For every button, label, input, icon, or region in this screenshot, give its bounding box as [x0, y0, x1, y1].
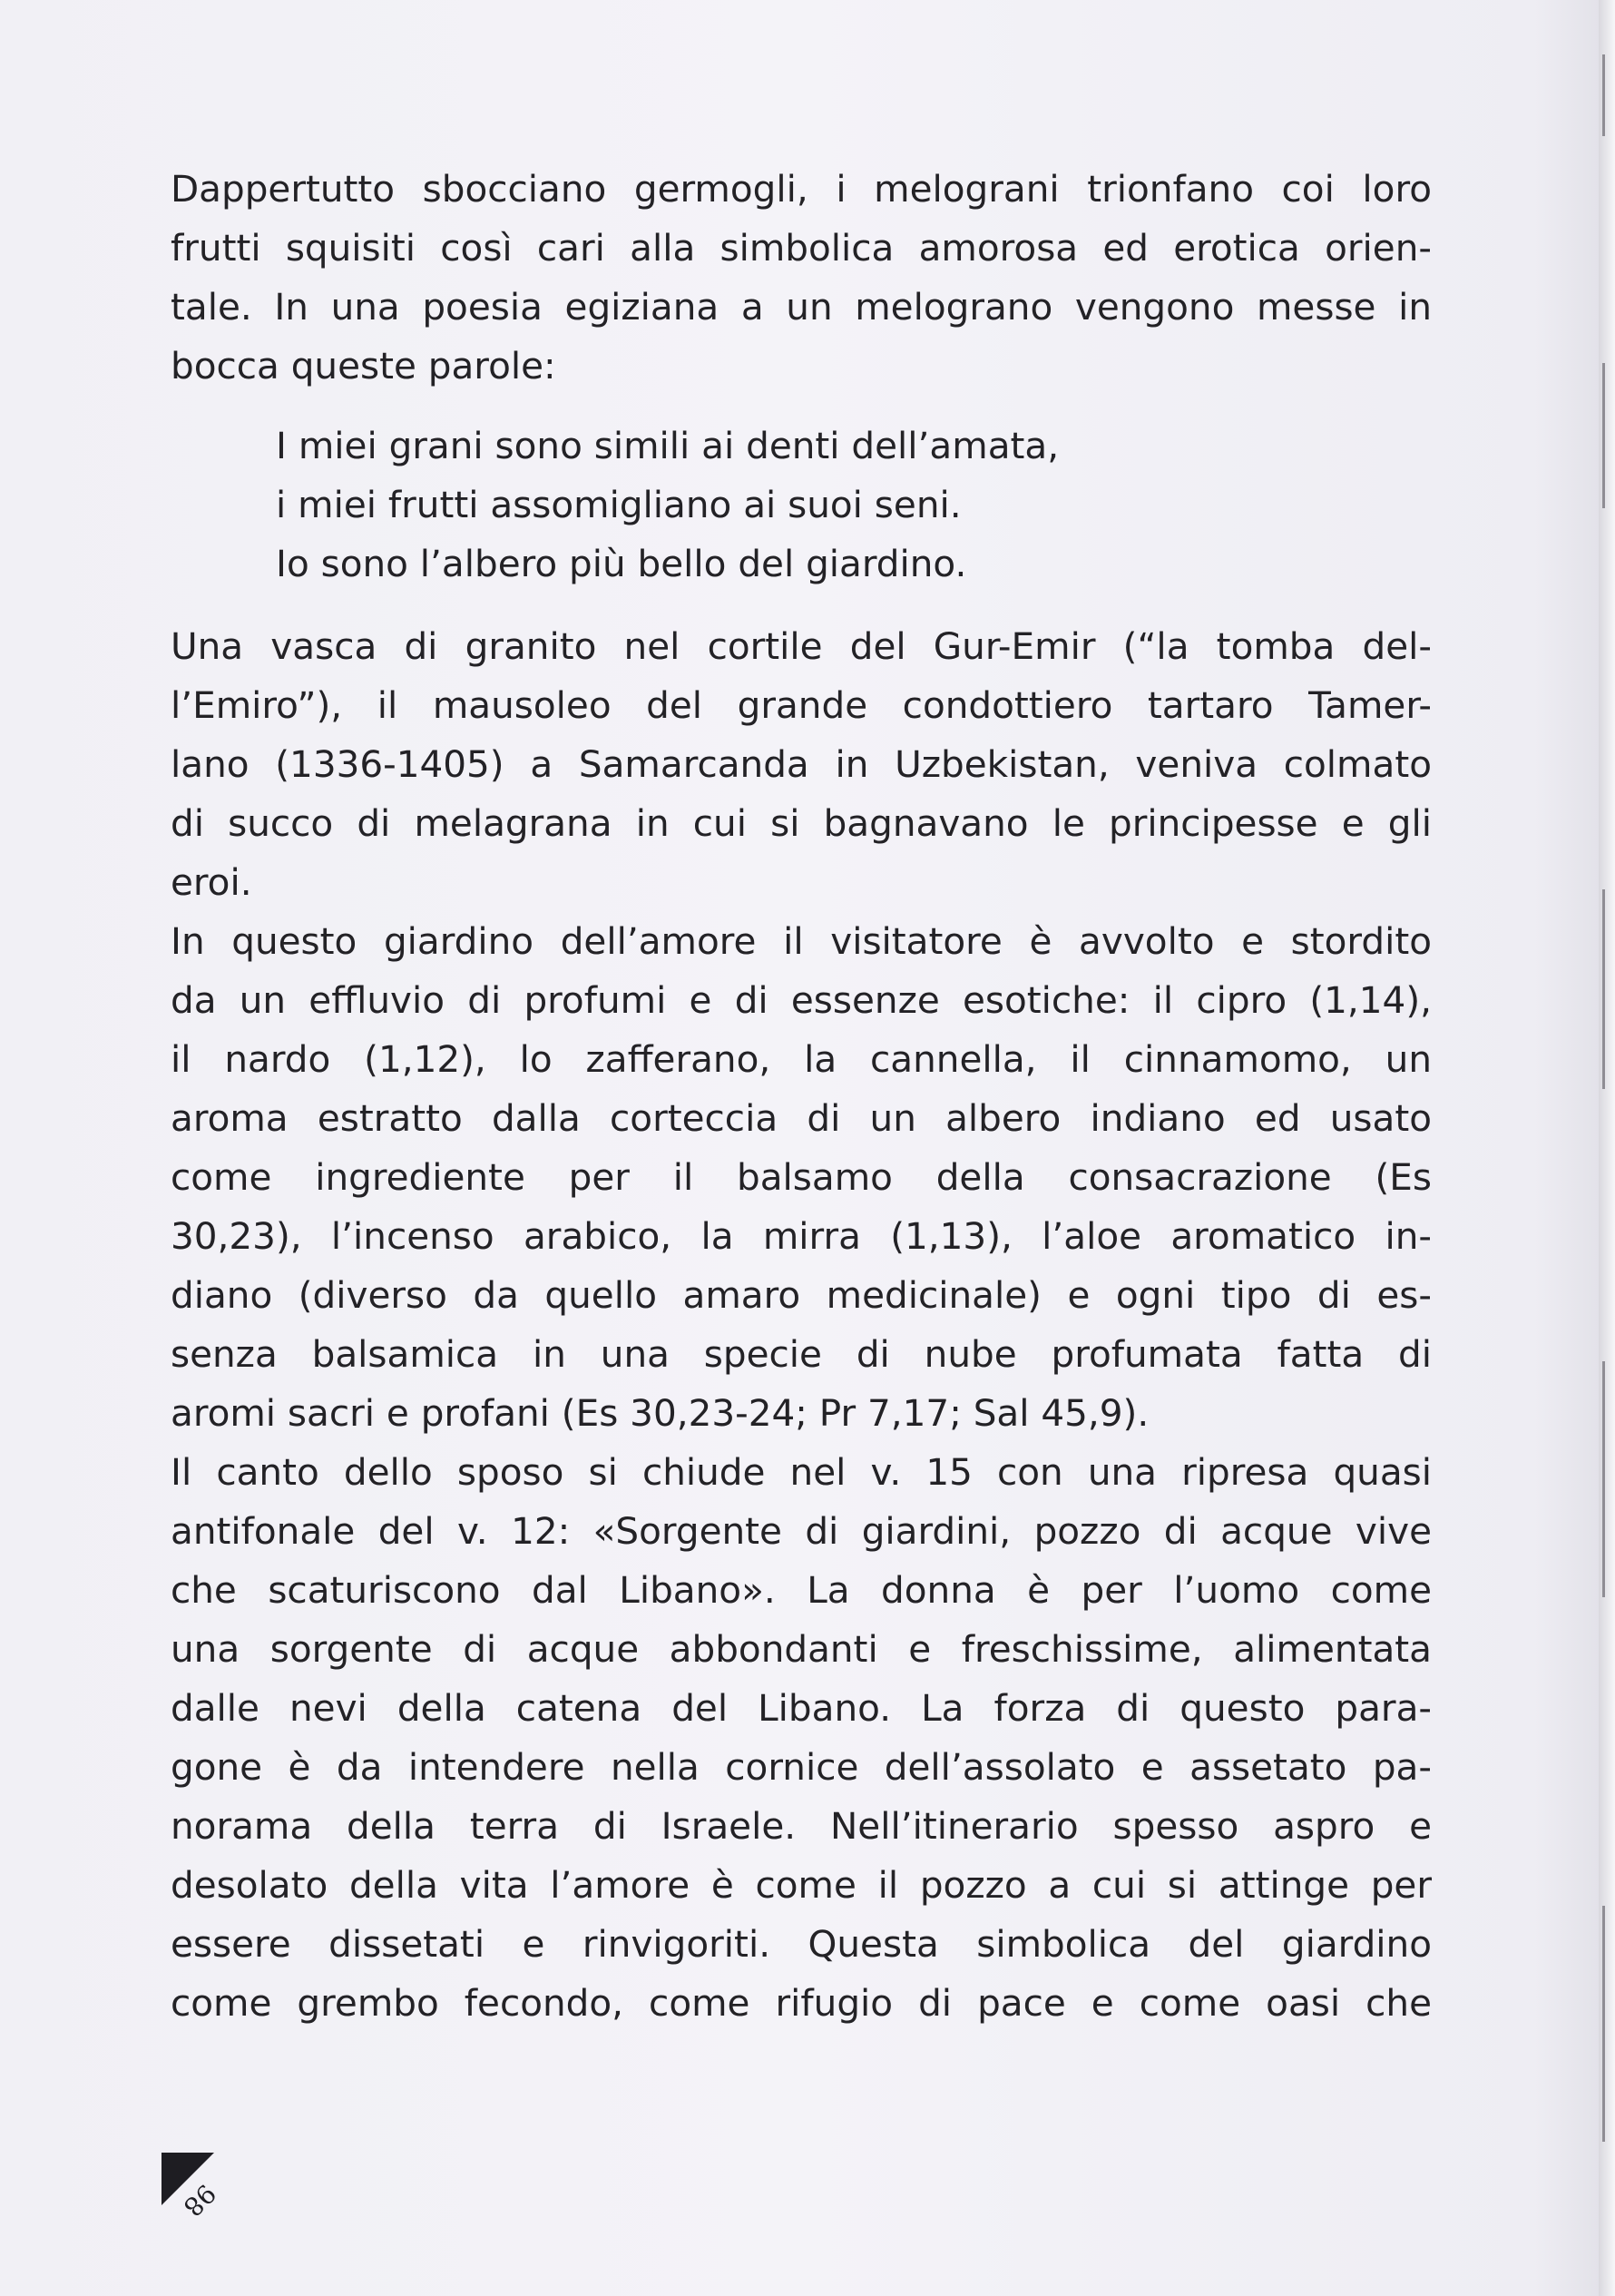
- quoted-verse: [171, 417, 1432, 594]
- text-line: Il canto dello sposo si chiude nel v. 15 con una ripresa quasi: [171, 1450, 1432, 1494]
- page-body: [171, 160, 1432, 2033]
- text-line: 30,23), l’incenso arabico, la mirra (1,13), l’aloe aromatico in-: [171, 1214, 1432, 1258]
- text-line: In questo giardino dell’amore il visitatore è avvolto e stordito: [171, 919, 1432, 963]
- paragraph-2: [171, 617, 1432, 912]
- text-line: lano (1336-1405) a Samarcanda in Uzbekistan, veniva colmato: [171, 742, 1432, 786]
- text-line: desolato della vita l’amore è come il pozzo a cui si attinge per: [171, 1863, 1432, 1907]
- binding-stitch: [1602, 1361, 1605, 1597]
- book-binding-edge: [1599, 0, 1615, 2296]
- text-line: il nardo (1,12), lo zafferano, la cannella, il cinnamomo, un: [171, 1037, 1432, 1081]
- text-line: di succo di melagrana in cui si bagnavano le principesse e gli: [171, 801, 1432, 845]
- text-line: una sorgente di acque abbondanti e freschissime, alimentata: [171, 1627, 1432, 1671]
- text-line: eroi.: [171, 860, 252, 904]
- text-line: diano (diverso da quello amaro medicinale) e ogni tipo di es-: [171, 1273, 1432, 1317]
- verse-line: i miei frutti assomigliano ai suoi seni.: [276, 483, 962, 526]
- binding-stitch: [1602, 889, 1605, 1089]
- text-line: Una vasca di granito nel cortile del Gur-Emir (“la tomba del-: [171, 624, 1432, 668]
- text-line: essere dissetati e rinvigoriti. Questa simbolica del giardino: [171, 1922, 1432, 1966]
- text-line: norama della terra di Israele. Nell’itinerario spesso aspro e: [171, 1804, 1432, 1848]
- binding-stitch: [1602, 363, 1605, 508]
- text-line: senza balsamica in una specie di nube profumata fatta di: [171, 1332, 1432, 1376]
- page-number: 98: [177, 2178, 222, 2222]
- text-line: che scaturiscono dal Libano». La donna è per l’uomo come: [171, 1568, 1432, 1612]
- paragraph-3: [171, 912, 1432, 1443]
- text-line: da un effluvio di profumi e di essenze esotiche: il cipro (1,14),: [171, 978, 1432, 1022]
- text-line: antifonale del v. 12: «Sorgente di giardini, pozzo di acque vive: [171, 1509, 1432, 1553]
- text-line: frutti squisiti così cari alla simbolica amorosa ed erotica orien-: [171, 226, 1432, 270]
- text-line: gone è da intendere nella cornice dell’assolato e assetato pa-: [171, 1745, 1432, 1789]
- binding-stitch: [1602, 54, 1605, 136]
- page-number-marker: [162, 2153, 234, 2225]
- text-line: dalle nevi della catena del Libano. La forza di questo para-: [171, 1686, 1432, 1730]
- text-line: come ingrediente per il balsamo della consacrazione (Es: [171, 1155, 1432, 1199]
- verse-line: I miei grani sono simili ai denti dell’amata,: [276, 424, 1060, 467]
- text-line: tale. In una poesia egiziana a un melograno vengono messe in: [171, 285, 1432, 329]
- verse-line: Io sono l’albero più bello del giardino.: [276, 542, 967, 585]
- text-line: aroma estratto dalla corteccia di un albero indiano ed usato: [171, 1096, 1432, 1140]
- paragraph-4: [171, 1443, 1432, 2033]
- text-line: bocca queste parole:: [171, 344, 556, 388]
- paragraph-1: [171, 160, 1432, 396]
- text-line: come grembo fecondo, come rifugio di pace e come oasi che: [171, 1981, 1432, 2025]
- binding-stitch: [1602, 1906, 1605, 2142]
- text-line: Dappertutto sbocciano germogli, i melograni trionfano coi loro: [171, 167, 1432, 211]
- text-line: aromi sacri e profani (Es 30,23-24; Pr 7,17; Sal 45,9).: [171, 1391, 1150, 1435]
- text-line: l’Emiro”), il mausoleo del grande condottiero tartaro Tamer-: [171, 683, 1432, 727]
